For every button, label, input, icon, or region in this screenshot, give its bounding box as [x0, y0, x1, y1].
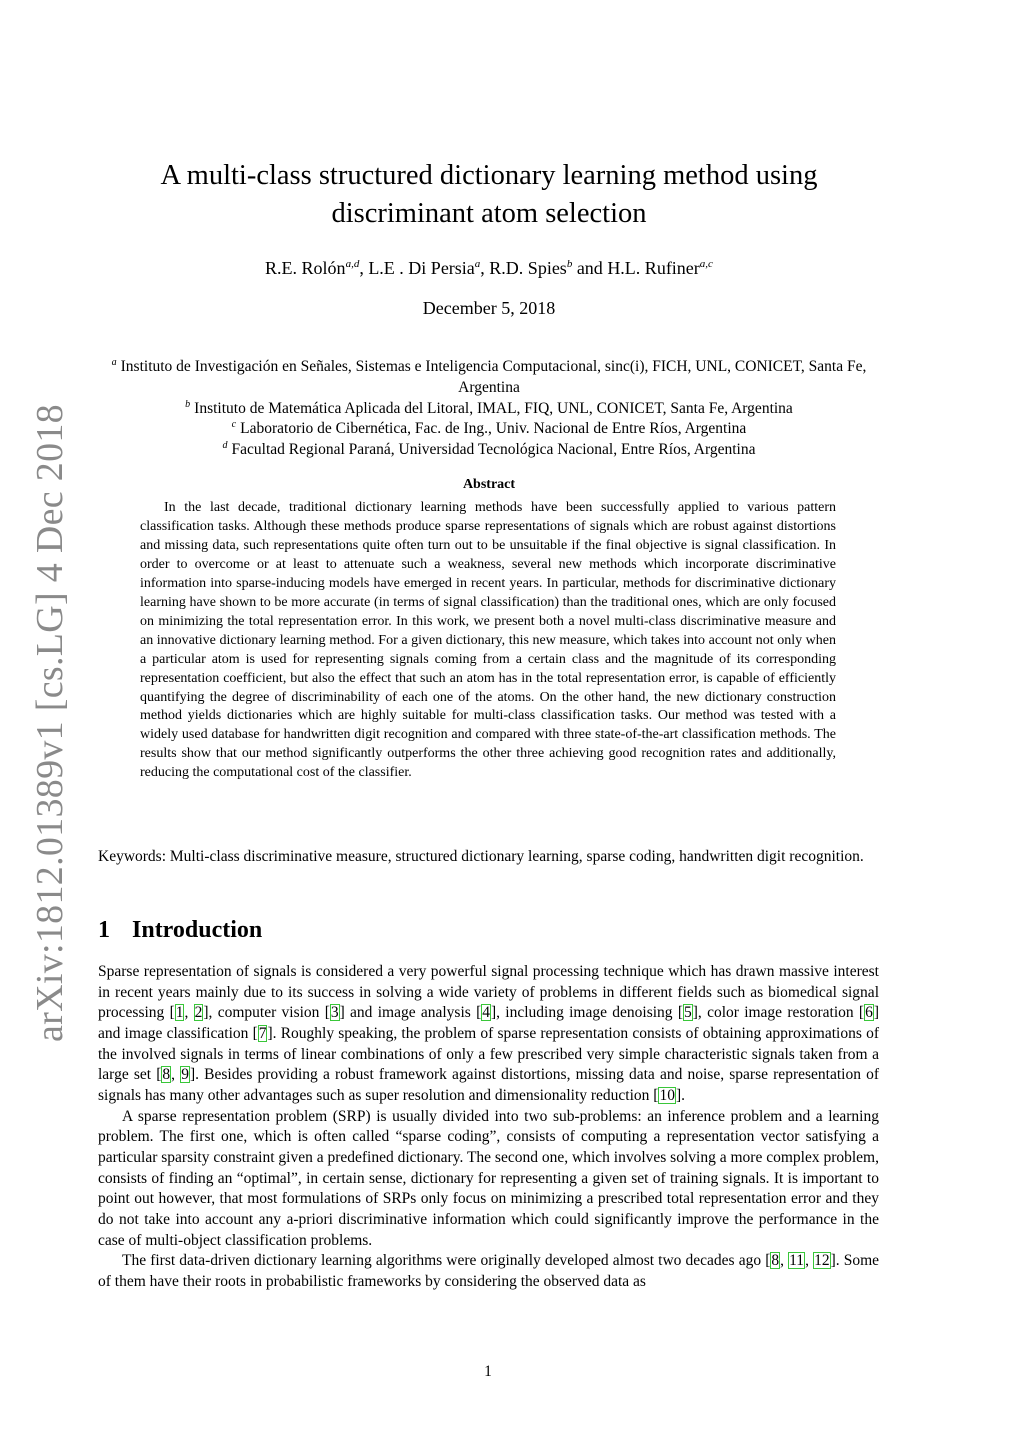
affiliation-mark: b: [185, 398, 191, 410]
affiliation-text: Laboratorio de Cibernética, Fac. de Ing., Univ. Nacional de Entre Ríos, Argentina: [240, 420, 747, 438]
body-text-run: ]. Besides providing a robust framework against distortions, missing data and noise, sparse representation of signals has many other advantages such as super resolution and dimensionality reduction [: [98, 1066, 880, 1104]
section-heading: [98, 915, 262, 945]
keywords: Keywords: Multi-class discriminative measure, structured dictionary learning, sparse coding, handwritten digit recognition.: [98, 848, 864, 865]
author-name: R.D. Spies: [489, 258, 567, 278]
body-paragraph: [98, 1251, 879, 1292]
affiliation-list: [100, 357, 878, 461]
body-text-run: ,: [805, 1252, 814, 1270]
citation-link[interactable]: 7: [258, 1024, 267, 1042]
citation-link[interactable]: 11: [789, 1252, 805, 1270]
citation-link[interactable]: 4: [482, 1004, 490, 1022]
citation-link[interactable]: 8: [162, 1066, 171, 1084]
body-text-run: ], computer vision [: [203, 1004, 330, 1022]
body-paragraph: [98, 962, 879, 1107]
body-text-run: A sparse representation problem (SRP) is usually divided into two sub-problems: an inference problem and a learning problem. The first one, which is often called “sparse coding”, consists of computing a representation vector satisfying a particular sparsity constraint given a predefined dictionary. The second one, which involves solving a more complex problem, consists of finding an “optimal”, in certain sense, dictionary for representing a given set of training signals. It is important to point out however, that most formulations of SRPs only focus on minimizing a prescribed total representation error and they do not take into account any a-priori discriminative information which could significantly improve the performance in the case of multi-object classification problems.: [98, 1107, 879, 1249]
affiliation-mark: a: [111, 357, 117, 368]
affiliation-text: Instituto de Investigación en Señales, Sistemas e Inteligencia Computacional, sinc(i), FICH, UNL, CONICET, Santa Fe, Argentina: [120, 358, 867, 396]
author-name: H.L. Rufiner: [607, 258, 700, 278]
author-affiliation-mark: b: [566, 258, 573, 270]
citation-link[interactable]: 3: [330, 1004, 339, 1022]
affiliation: [100, 399, 878, 420]
citation-link[interactable]: 12: [814, 1252, 830, 1270]
body-text-run: ], color image restoration [: [692, 1004, 865, 1022]
body-text-run: ].: [675, 1086, 685, 1104]
author-separator: ,: [480, 258, 490, 278]
affiliation: [100, 419, 878, 440]
citation-link[interactable]: 6: [865, 1004, 873, 1022]
citation-link[interactable]: 10: [659, 1086, 675, 1104]
body-text-run: ], including image denoising [: [490, 1004, 683, 1022]
author-separator: ,: [359, 258, 369, 278]
author-name: L.E . Di Persia: [368, 258, 475, 278]
author-list: [100, 256, 878, 280]
citation-link[interactable]: 9: [181, 1066, 189, 1084]
publication-date: December 5, 2018: [422, 298, 556, 318]
title-line-2: discriminant atom selection: [331, 198, 647, 229]
paper-title: [100, 157, 878, 233]
body-text-run: ]. Roughly speaking, the problem of sparse representation consists of obtaining approximations of the involved signals in terms of linear combinations of only a few prescribed very simple characteristic signals taken from a large set [: [98, 1024, 879, 1084]
author: [368, 258, 480, 278]
body-text-run: ,: [184, 1004, 194, 1022]
body-paragraph: [98, 1107, 879, 1252]
abstract-text: In the last decade, traditional dictionary learning methods have been successfully applied to various pattern classification tasks. Although these methods produce sparse representations of signals which are robust against distortions and missing data, such representations quite often turn out to be unsuitable if the final objective is signal classification. In order to overcome or at least to attenuate such a weakness, several new methods which incorporate discriminative information into sparse-inducing models have emerged in recent years. In particular, methods for discriminative dictionary learning have shown to be more accurate (in terms of signal classification) than the traditional ones, which are only focused on minimizing the total representation error. In this work, we present both a novel multi-class discriminative measure and an innovative dictionary learning method. For a given dictionary, this new measure, which takes into account not only when a particular atom is used for representing signals coming from a certain class and the magnitude of its corresponding representation coefficient, but also the effect that such an atom has in the total representation error, is capable of efficiently quantifying the degree of discriminability of each one of the atoms. On the other hand, the new dictionary construction method yields dictionaries which are highly suitable for multi-class classification tasks. Our method was tested with a widely used database for handwritten digit recognition and compared with three state-of-the-art classification methods. The results show that our method significantly outperforms the other three achieving good recognition rates and additionally, reducing the computational cost of the classifier.: [140, 500, 836, 781]
body-text-run: ,: [171, 1066, 181, 1084]
author-affiliation-mark: a,d: [345, 258, 360, 270]
affiliation-text: Instituto de Matemática Aplicada del Litoral, IMAL, FIQ, UNL, CONICET, Santa Fe, Argentina: [194, 399, 793, 417]
body-text-run: The first data-driven dictionary learning algorithms were originally developed almost two decades ago [: [122, 1252, 771, 1270]
title-line-1: A multi-class structured dictionary learning method using: [160, 160, 818, 191]
author: [607, 258, 713, 278]
affiliation-mark: c: [231, 419, 237, 431]
author: [489, 258, 572, 278]
citation-link[interactable]: 2: [194, 1004, 203, 1022]
body-text-run: ,: [780, 1252, 789, 1270]
author-affiliation-mark: a,c: [699, 258, 713, 270]
affiliation-text: Facultad Regional Paraná, Universidad Tecnológica Nacional, Entre Ríos, Argentina: [231, 441, 756, 459]
citation-link[interactable]: 5: [684, 1004, 692, 1022]
author-affiliation-mark: a: [474, 258, 481, 270]
body-text-run: ] and image analysis [: [339, 1004, 482, 1022]
citation-link[interactable]: 1: [175, 1004, 184, 1022]
affiliation: [100, 440, 878, 461]
abstract-heading: Abstract: [462, 477, 516, 492]
body-text-run: ] and image classification [: [98, 1004, 879, 1042]
affiliation: [100, 357, 878, 399]
author-separator: and: [572, 258, 608, 278]
arxiv-stamp: arXiv:1812.01389v1 [cs.LG] 4 Dec 2018: [29, 404, 71, 1042]
affiliation-mark: d: [222, 440, 228, 452]
body-text-run: Sparse representation of signals is considered a very powerful signal processing technique which has drawn massive interest in recent years mainly due to its success in solving a wide variety of problems in different fields such as biomedical signal processing [: [98, 963, 879, 1022]
section-number: 1: [98, 917, 110, 943]
section-title: Introduction: [132, 917, 263, 943]
body-text: [98, 962, 879, 1293]
citation-link[interactable]: 8: [771, 1252, 780, 1270]
body-text-run: ]. Some of them have their roots in probabilistic frameworks by considering the observed data as: [98, 1252, 880, 1290]
author-name: R.E. Rolón: [265, 258, 346, 278]
author: [265, 258, 359, 278]
page-number: 1: [484, 1363, 492, 1380]
